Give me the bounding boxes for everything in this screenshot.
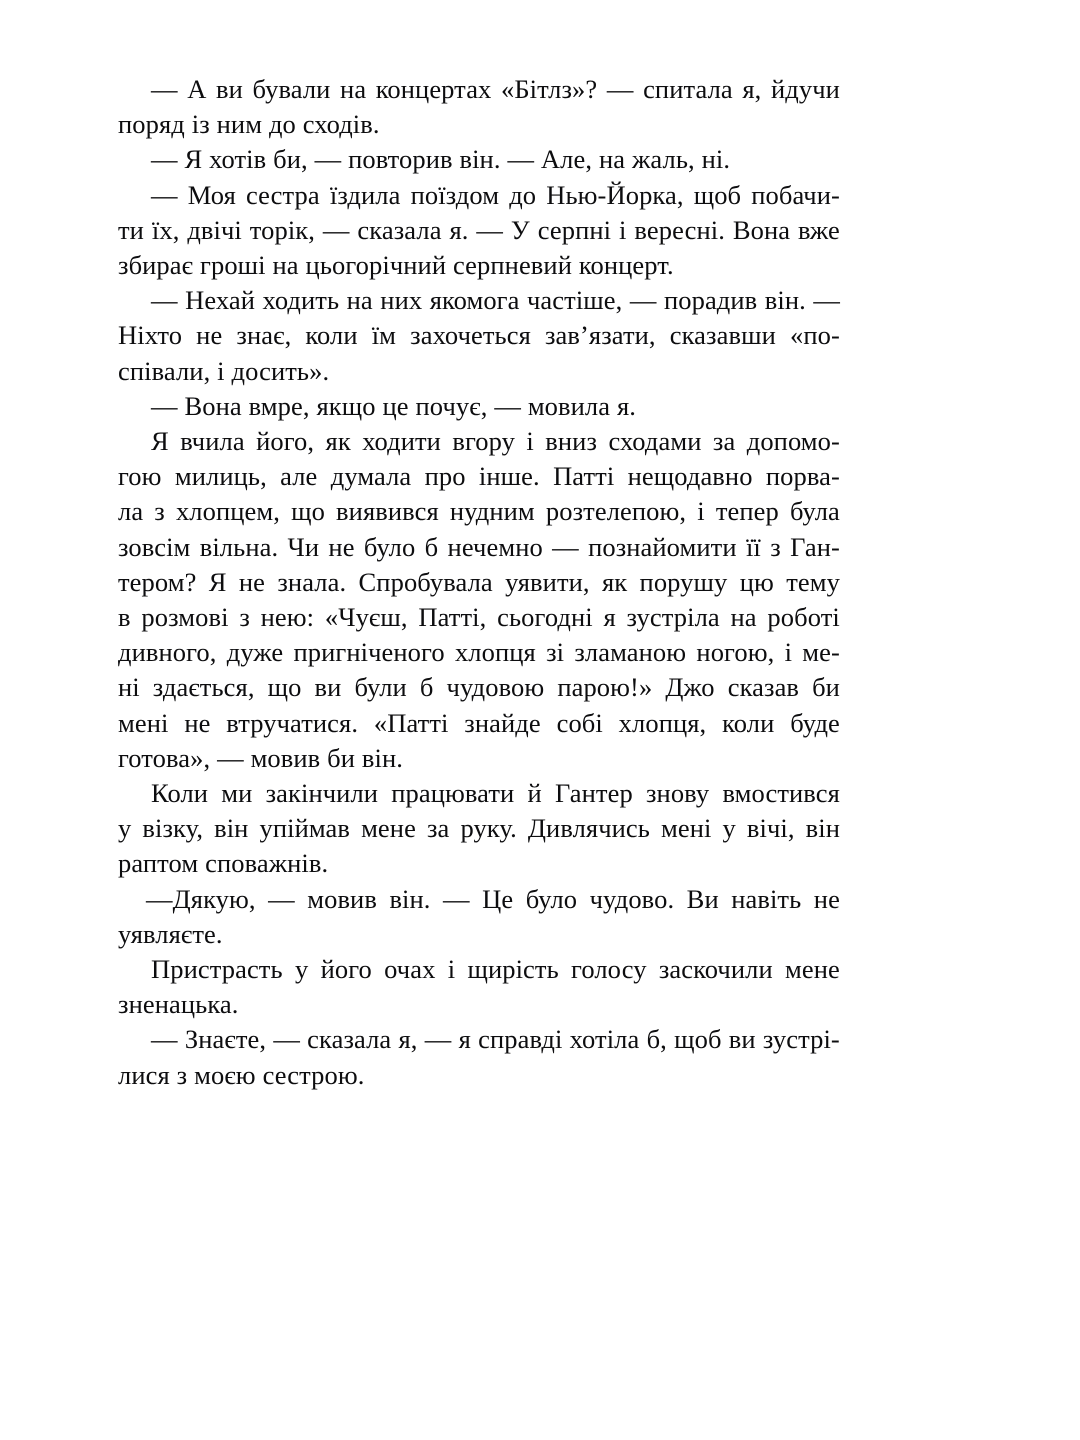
text-word: була bbox=[789, 496, 840, 527]
text-word: були bbox=[354, 672, 407, 703]
text-word: вже bbox=[798, 214, 840, 245]
text-word: мовила bbox=[527, 390, 611, 421]
text-word: і bbox=[697, 496, 705, 527]
text-word: — bbox=[151, 390, 178, 421]
text-word: вільна. bbox=[199, 531, 279, 562]
text-word: концерт. bbox=[578, 250, 674, 281]
text-line bbox=[118, 846, 840, 881]
text-word: хотіла bbox=[569, 1024, 640, 1055]
text-word: готова», bbox=[118, 742, 211, 773]
text-word: не bbox=[184, 707, 211, 738]
text-word: він bbox=[805, 813, 840, 844]
text-word: сьогодні bbox=[497, 602, 593, 633]
text-word: «Патті bbox=[373, 707, 449, 738]
text-word: них bbox=[380, 285, 423, 316]
text-word: милиць, bbox=[174, 461, 267, 492]
text-word: хлопця bbox=[454, 637, 536, 668]
text-line bbox=[118, 213, 840, 248]
text-line bbox=[118, 424, 840, 459]
text-word: знала. bbox=[277, 566, 347, 597]
text-word: на bbox=[340, 74, 367, 104]
text-word: їх, bbox=[151, 214, 180, 245]
text-word: на bbox=[272, 250, 299, 281]
text-word: порадив bbox=[663, 285, 758, 316]
text-word: тером? bbox=[118, 566, 197, 597]
text-line bbox=[118, 741, 840, 776]
text-word: пригніченого bbox=[293, 637, 445, 668]
text-word: А bbox=[187, 74, 207, 104]
text-word: — bbox=[476, 214, 504, 245]
text-word: закінчили bbox=[265, 778, 379, 809]
text-word: Патті bbox=[553, 461, 615, 492]
text-word: — bbox=[606, 74, 634, 104]
text-word: торік, bbox=[249, 214, 315, 245]
text-word: — bbox=[151, 179, 178, 210]
text-word: і bbox=[526, 426, 534, 457]
text-word: У bbox=[510, 214, 530, 245]
text-word: їм bbox=[371, 320, 397, 351]
text-word: його bbox=[320, 954, 372, 985]
text-line bbox=[118, 987, 840, 1022]
text-word: — bbox=[314, 144, 342, 175]
text-word: раптом bbox=[118, 848, 199, 879]
text-word: але bbox=[280, 461, 318, 492]
text-word: коли bbox=[722, 707, 775, 738]
text-line bbox=[118, 178, 840, 213]
text-word: концертах bbox=[375, 74, 492, 104]
text-word: спитала bbox=[643, 74, 733, 104]
text-word: Моя bbox=[187, 179, 236, 210]
text-word: і bbox=[784, 637, 793, 668]
text-word: Це bbox=[482, 883, 514, 914]
text-word: — bbox=[552, 531, 579, 562]
text-word: не bbox=[196, 320, 223, 351]
text-word: мене bbox=[785, 954, 840, 985]
text-line bbox=[118, 706, 840, 741]
text-word: втручатися. bbox=[226, 707, 359, 738]
text-word: на bbox=[346, 285, 373, 316]
text-word: вгору bbox=[452, 426, 515, 457]
text-word: мовив bbox=[250, 742, 321, 773]
text-word: сестрою. bbox=[262, 1059, 365, 1090]
text-word: — bbox=[494, 390, 521, 421]
text-word: із bbox=[191, 109, 210, 140]
text-word: у bbox=[118, 813, 132, 844]
text-word: роботі bbox=[767, 602, 840, 633]
text-word: ме- bbox=[802, 637, 840, 668]
text-word: з bbox=[770, 531, 781, 562]
text-word: — bbox=[268, 883, 295, 914]
text-word: справді bbox=[478, 1024, 563, 1055]
text-word: її bbox=[745, 531, 761, 562]
text-word: за bbox=[712, 426, 736, 457]
text-line bbox=[118, 1058, 840, 1093]
text-word: сходів. bbox=[302, 109, 380, 140]
text-word: з bbox=[154, 496, 165, 527]
text-word: ходити bbox=[362, 426, 441, 457]
text-word: їздила bbox=[329, 179, 401, 210]
text-word: зав’язати, bbox=[544, 320, 656, 351]
text-word: — bbox=[507, 144, 535, 175]
text-word: допомо- bbox=[746, 426, 840, 457]
text-word: Я bbox=[208, 566, 227, 597]
text-word: б bbox=[424, 531, 439, 562]
text-word: — bbox=[217, 742, 244, 773]
text-word: голосу bbox=[571, 954, 647, 985]
text-word: не bbox=[328, 531, 355, 562]
text-word: «по- bbox=[789, 320, 840, 351]
text-line bbox=[118, 142, 840, 177]
text-word: ногою, bbox=[696, 637, 775, 668]
text-word: він. bbox=[459, 144, 501, 175]
text-word: навіть bbox=[731, 883, 802, 914]
text-word: збирає bbox=[118, 250, 194, 281]
text-word: поїздом bbox=[410, 179, 500, 210]
text-word: як bbox=[325, 426, 351, 457]
text-word: ходить bbox=[262, 285, 340, 316]
text-word: вересні. bbox=[634, 214, 725, 245]
text-word: сходами bbox=[608, 426, 702, 457]
text-line bbox=[118, 1022, 840, 1057]
text-word: Знаєте, bbox=[184, 1024, 267, 1055]
text-word: хлопця, bbox=[618, 707, 707, 738]
text-word: щоб bbox=[674, 1024, 722, 1055]
text-word: зустріла bbox=[626, 602, 720, 633]
text-word: — bbox=[151, 74, 178, 104]
text-word: про bbox=[424, 461, 466, 492]
text-word: Спробувала bbox=[358, 566, 493, 597]
text-word: мовив bbox=[307, 883, 377, 914]
text-word: вчила bbox=[180, 426, 245, 457]
text-word: би bbox=[327, 742, 356, 773]
text-word: —Дякую, bbox=[146, 883, 256, 914]
text-line bbox=[118, 389, 840, 424]
text-word: ви bbox=[728, 1024, 756, 1055]
text-word: ним bbox=[216, 109, 263, 140]
text-word: щирість bbox=[467, 954, 559, 985]
text-word: в bbox=[118, 602, 131, 633]
text-word: — bbox=[322, 214, 350, 245]
text-word: працювати bbox=[391, 778, 515, 809]
text-word: на bbox=[730, 602, 757, 633]
text-word: би bbox=[812, 672, 840, 703]
text-word: — bbox=[151, 285, 178, 316]
text-word: чудовою bbox=[446, 672, 545, 703]
text-line bbox=[118, 811, 840, 846]
text-word: було bbox=[363, 531, 416, 562]
text-word: до bbox=[268, 109, 296, 140]
text-word: — bbox=[443, 883, 470, 914]
text-word: коли bbox=[305, 320, 358, 351]
text-word: — bbox=[151, 144, 178, 175]
text-line bbox=[118, 882, 840, 917]
text-line bbox=[118, 565, 840, 600]
text-word: і bbox=[447, 954, 456, 985]
text-word: гроші bbox=[200, 250, 266, 281]
text-word: уявити, bbox=[505, 566, 590, 597]
text-word: знайде bbox=[464, 707, 541, 738]
text-word: Патті, bbox=[418, 602, 487, 633]
text-line bbox=[118, 600, 840, 635]
text-word: б, bbox=[646, 1024, 667, 1055]
text-word: ви bbox=[216, 74, 243, 104]
text-word: цьогорічний bbox=[305, 250, 447, 281]
text-word: Але, bbox=[540, 144, 593, 175]
text-word: упіймав bbox=[259, 813, 351, 844]
text-word: тему bbox=[786, 566, 840, 597]
text-word: й bbox=[527, 778, 542, 809]
text-word: почує, bbox=[415, 390, 488, 421]
text-word: вічі, bbox=[746, 813, 795, 844]
text-word: руку. bbox=[460, 813, 517, 844]
text-word: вмре, bbox=[248, 390, 310, 421]
text-word: що bbox=[291, 496, 325, 527]
text-word: лися bbox=[118, 1059, 170, 1090]
text-line bbox=[118, 494, 840, 529]
text-word: виявився bbox=[336, 496, 439, 527]
text-word: зі bbox=[546, 637, 565, 668]
text-word: серпні bbox=[537, 214, 612, 245]
text-word: ти bbox=[118, 214, 144, 245]
text-word: би, bbox=[273, 144, 308, 175]
text-word: Пристрасть bbox=[151, 954, 283, 985]
text-word: сказала bbox=[307, 1024, 392, 1055]
text-line bbox=[118, 635, 840, 670]
text-word: заскочили bbox=[658, 954, 773, 985]
text-word: частіше, bbox=[527, 285, 623, 316]
text-word: візку, bbox=[142, 813, 204, 844]
text-word: сказала bbox=[357, 214, 442, 245]
text-word: б bbox=[419, 672, 434, 703]
text-line bbox=[118, 72, 840, 107]
text-word: я. bbox=[449, 214, 469, 245]
text-word: Гантер bbox=[555, 778, 633, 809]
text-word: тепер bbox=[715, 496, 779, 527]
text-word: Дивлячись bbox=[527, 813, 650, 844]
text-word: зненацька. bbox=[118, 989, 239, 1020]
text-word: він bbox=[214, 813, 249, 844]
text-word: Я bbox=[184, 144, 203, 175]
text-word: не bbox=[813, 883, 840, 914]
text-word: Джо bbox=[665, 672, 715, 703]
text-word: — bbox=[424, 1024, 452, 1055]
text-word: було bbox=[525, 883, 578, 914]
text-word: я. bbox=[617, 390, 637, 421]
text-word: «Бітлз»? bbox=[501, 74, 598, 104]
text-word: не bbox=[238, 566, 266, 597]
text-word: — bbox=[629, 285, 657, 316]
text-word: цю bbox=[739, 566, 774, 597]
text-word: дивного, bbox=[118, 637, 217, 668]
text-word: інше. bbox=[478, 461, 540, 492]
text-word: Нехай bbox=[185, 285, 255, 316]
text-line bbox=[118, 354, 840, 389]
text-word: моєю bbox=[194, 1059, 256, 1090]
text-word: нещодавно bbox=[627, 461, 753, 492]
text-word: гою bbox=[118, 461, 162, 492]
text-line bbox=[118, 459, 840, 494]
text-word: «Чуєш, bbox=[324, 602, 408, 633]
text-line bbox=[118, 248, 840, 283]
text-word: у bbox=[722, 813, 736, 844]
text-word: хлопцем, bbox=[175, 496, 280, 527]
text-word: Я bbox=[151, 426, 169, 457]
text-word: — bbox=[151, 1024, 178, 1055]
text-word: йдучи bbox=[770, 74, 840, 104]
text-word: Чи bbox=[287, 531, 320, 562]
text-word: знову bbox=[645, 778, 710, 809]
text-word: він. bbox=[389, 883, 431, 914]
text-word: я, bbox=[398, 1024, 418, 1055]
text-word: з bbox=[176, 1059, 188, 1090]
text-word: чудово. bbox=[589, 883, 675, 914]
text-word: він. bbox=[764, 285, 806, 316]
text-line bbox=[118, 318, 840, 353]
text-line bbox=[118, 670, 840, 705]
text-line bbox=[118, 530, 840, 565]
text-word: нудним bbox=[449, 496, 535, 527]
text-word: і bbox=[619, 214, 627, 245]
text-word: я, bbox=[742, 74, 762, 104]
text-word: на bbox=[598, 144, 626, 175]
text-word: нечемно bbox=[447, 531, 543, 562]
text-word: — bbox=[813, 285, 840, 316]
text-word: це bbox=[382, 390, 409, 421]
text-word: нею: bbox=[260, 602, 315, 633]
text-word: Ви bbox=[686, 883, 719, 914]
text-word: серпневий bbox=[452, 250, 572, 281]
text-line bbox=[118, 917, 840, 952]
text-word: зовсім bbox=[118, 531, 191, 562]
text-word: Ніхто bbox=[118, 320, 183, 351]
text-word: споважнів. bbox=[205, 848, 329, 879]
text-word: я bbox=[603, 602, 616, 633]
page-text-block bbox=[118, 72, 840, 1093]
text-word: щоб bbox=[693, 179, 742, 210]
text-word: його, bbox=[256, 426, 315, 457]
text-line bbox=[118, 776, 840, 811]
text-word: Коли bbox=[151, 778, 209, 809]
text-word: порушу bbox=[639, 566, 728, 597]
text-word: бували bbox=[252, 74, 331, 104]
text-word: собі bbox=[556, 707, 603, 738]
text-word: ла bbox=[118, 496, 144, 527]
text-line bbox=[118, 283, 840, 318]
text-word: сказавши bbox=[669, 320, 776, 351]
text-word: захочеться bbox=[410, 320, 531, 351]
text-word: уявляєте. bbox=[118, 918, 223, 949]
text-word: і bbox=[217, 355, 225, 386]
text-word: дуже bbox=[226, 637, 284, 668]
text-word: Вона bbox=[732, 214, 791, 245]
text-word: здається, bbox=[152, 672, 255, 703]
text-word: двічі bbox=[187, 214, 242, 245]
text-word: співали, bbox=[118, 355, 211, 386]
text-word: з bbox=[239, 602, 250, 633]
text-word: жаль, bbox=[631, 144, 695, 175]
text-word: за bbox=[426, 813, 450, 844]
text-word: — bbox=[273, 1024, 300, 1055]
text-word: очах bbox=[384, 954, 436, 985]
text-word: мене bbox=[361, 813, 416, 844]
text-word: якщо bbox=[316, 390, 376, 421]
text-word: зламаною bbox=[574, 637, 687, 668]
text-line bbox=[118, 952, 840, 987]
text-word: мені bbox=[118, 707, 169, 738]
text-word: поряд bbox=[118, 109, 185, 140]
text-word: побачи- bbox=[751, 179, 840, 210]
text-word: Ган- bbox=[790, 531, 840, 562]
text-word: порва- bbox=[765, 461, 840, 492]
text-word: що bbox=[267, 672, 302, 703]
text-word: розтелепою, bbox=[545, 496, 687, 527]
text-word: я bbox=[458, 1024, 471, 1055]
text-word: познайомити bbox=[588, 531, 737, 562]
text-word: до bbox=[509, 179, 537, 210]
text-word: знає, bbox=[236, 320, 292, 351]
text-word: він. bbox=[361, 742, 404, 773]
text-line bbox=[118, 107, 840, 142]
text-word: як bbox=[601, 566, 628, 597]
text-word: якомога bbox=[429, 285, 520, 316]
text-word: вниз bbox=[545, 426, 598, 457]
text-word: Вона bbox=[184, 390, 242, 421]
text-word: буде bbox=[790, 707, 840, 738]
text-word: ми bbox=[221, 778, 253, 809]
text-word: ні. bbox=[701, 144, 731, 175]
text-word: думала bbox=[330, 461, 412, 492]
text-word: сестра bbox=[245, 179, 320, 210]
text-word: Нью-Йорка, bbox=[546, 179, 684, 210]
text-word: вмостився bbox=[722, 778, 840, 809]
text-word: сказав bbox=[727, 672, 800, 703]
text-word: парою!» bbox=[557, 672, 653, 703]
text-word: повторив bbox=[348, 144, 453, 175]
text-word: зустрі- bbox=[762, 1024, 840, 1055]
text-word: ні bbox=[118, 672, 140, 703]
text-word: у bbox=[294, 954, 309, 985]
text-word: ви bbox=[314, 672, 342, 703]
text-word: розмові bbox=[141, 602, 229, 633]
text-word: хотів bbox=[209, 144, 267, 175]
text-word: досить». bbox=[231, 355, 330, 386]
text-word: мені bbox=[660, 813, 712, 844]
